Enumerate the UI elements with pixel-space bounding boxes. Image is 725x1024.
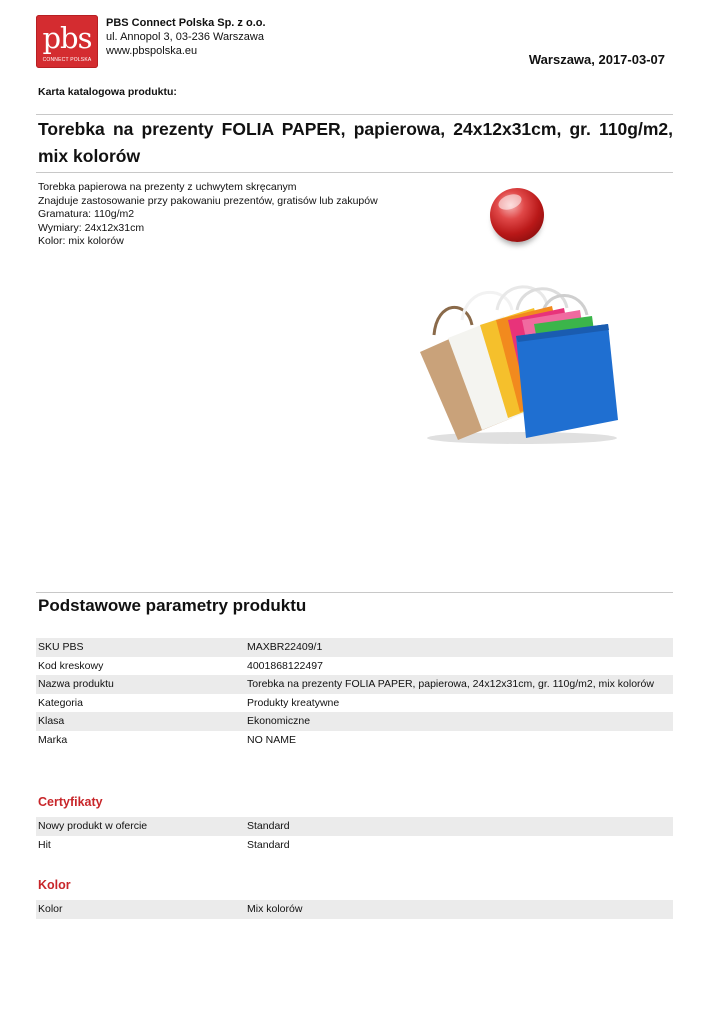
table-row: [36, 731, 673, 750]
divider: [36, 172, 673, 173]
table-row: [36, 638, 673, 657]
param-key: Kategoria: [38, 696, 83, 709]
catalog-label: Karta katalogowa produktu:: [38, 86, 177, 98]
param-key: Kolor: [36, 900, 245, 919]
param-value: Standard: [247, 838, 290, 851]
description-line: Gramatura: 110g/m2: [38, 208, 135, 220]
param-value: 4001868122497: [247, 659, 323, 672]
company-info: [106, 16, 266, 58]
company-website[interactable]: www.pbspolska.eu: [106, 45, 198, 57]
logo-subtext: CONNECT POLSKA: [42, 57, 92, 63]
section-title-color: Kolor: [38, 878, 71, 892]
table-row: [36, 712, 673, 731]
param-key: Nowy produkt w ofercie: [36, 817, 245, 836]
param-value: MAXBR22409/1: [245, 638, 673, 657]
divider: [36, 592, 673, 593]
certificates-table: [36, 817, 673, 854]
table-row: [36, 657, 673, 676]
description-line: Kolor: mix kolorów: [38, 235, 124, 247]
section-title-certificates: Certyfikaty: [38, 795, 103, 809]
description-line: Wymiary: 24x12x31cm: [38, 221, 145, 234]
param-value: Standard: [245, 817, 673, 836]
color-table: [36, 900, 673, 919]
section-title-basic-params: Podstawowe parametry produktu: [38, 596, 307, 615]
product-description: [38, 181, 378, 249]
product-title: Torebka na prezenty FOLIA PAPER, papierowa, 24x12x31cm, gr. 110g/m2, mix kolorów: [38, 119, 673, 166]
description-line: Znajduje zastosowanie przy pakowaniu prezentów, gratisów lub zakupów: [38, 194, 378, 207]
param-value: Ekonomiczne: [245, 712, 673, 731]
document-date: Warszawa, 2017-03-07: [528, 52, 665, 67]
param-key: Hit: [38, 838, 51, 851]
table-row: [36, 836, 673, 855]
table-row: [36, 900, 673, 919]
table-row: [36, 817, 673, 836]
param-value: Mix kolorów: [245, 900, 673, 919]
param-value: Torebka na prezenty FOLIA PAPER, papierowa, 24x12x31cm, gr. 110g/m2, mix kolorów: [245, 675, 673, 694]
param-key: Kod kreskowy: [38, 659, 104, 672]
param-key: Marka: [38, 733, 68, 746]
param-value: NO NAME: [247, 733, 297, 746]
param-key: SKU PBS: [36, 638, 245, 657]
param-value: Produkty kreatywne: [247, 696, 340, 709]
table-row: [36, 675, 673, 694]
company-address: ul. Annopol 3, 03-236 Warszawa: [106, 31, 264, 43]
company-logo: [36, 15, 98, 68]
divider: [36, 114, 673, 115]
param-key: Klasa: [36, 712, 245, 731]
table-row: [36, 694, 673, 713]
description-line: Torebka papierowa na prezenty z uchwytem skręcanym: [38, 181, 297, 193]
param-key: Nazwa produktu: [36, 675, 245, 694]
logo-text: pbs: [42, 21, 92, 55]
product-image: [412, 280, 627, 445]
basic-params-table: [36, 638, 673, 749]
company-name: PBS Connect Polska Sp. z o.o.: [106, 17, 266, 29]
